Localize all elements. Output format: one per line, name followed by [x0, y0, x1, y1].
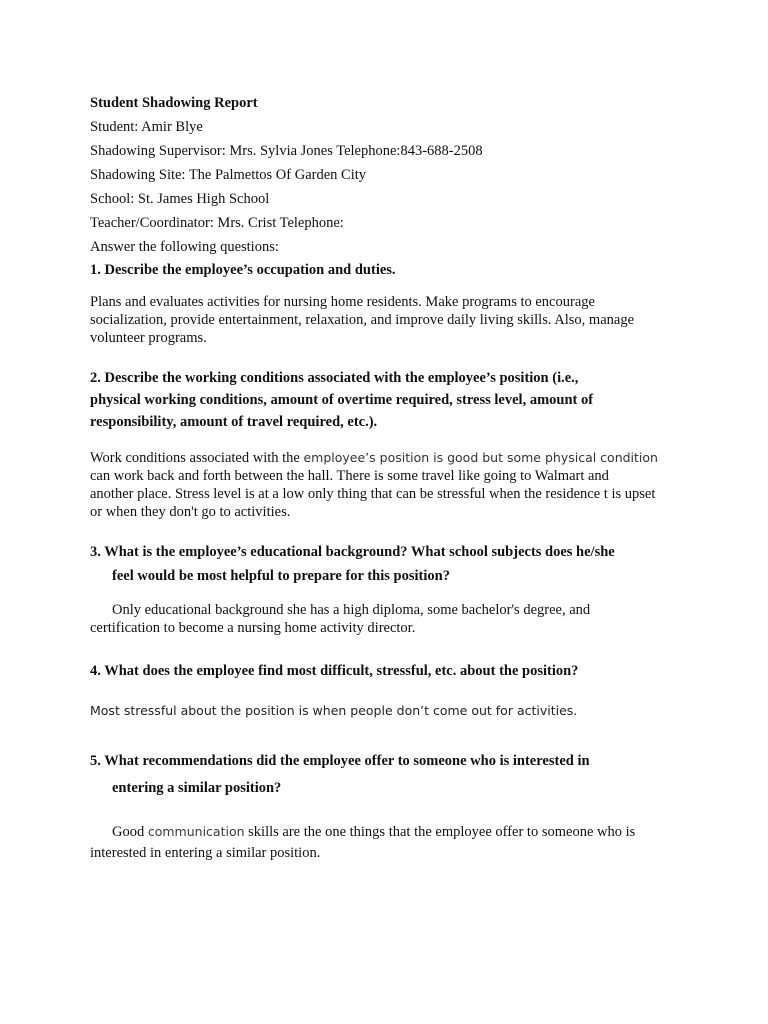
report-header — [90, 91, 690, 259]
question-4: 4. What does the employee find most difficult, stressful, etc. about the position? — [90, 663, 579, 679]
answer-5-line: interested in entering a similar position. — [90, 845, 321, 861]
question-1: 1. Describe the employee’s occupation and duties. — [90, 262, 396, 278]
question-5-line: 5. What recommendations did the employee offer to someone who is interested in — [90, 753, 590, 769]
question-5-line: entering a similar position? — [112, 780, 282, 796]
question-3 — [90, 541, 690, 587]
answer-5-text-c: skills are the one things that the employee offer to someone who is — [244, 824, 636, 840]
answer-5-keyword: communication — [147, 824, 245, 839]
answer-1 — [90, 293, 690, 347]
report-title: Student Shadowing Report — [90, 95, 258, 111]
answer-5-line — [90, 823, 690, 841]
question-3-line: 3. What is the employee’s educational background? What school subjects does he/she — [90, 544, 615, 560]
question-3-line: feel would be most helpful to prepare for this position? — [112, 568, 450, 584]
question-5 — [90, 750, 690, 799]
answer-1-line: Plans and evaluates activities for nursing home residents. Make programs to encourage — [90, 294, 595, 310]
answer-5-text-a: Good — [112, 824, 148, 840]
school-line: School: St. James High School — [90, 191, 270, 207]
question-2-line: 2. Describe the working conditions associated with the employee’s position (i.e., — [90, 370, 579, 386]
document-page — [90, 91, 690, 862]
supervisor-line: Shadowing Supervisor: Mrs. Sylvia Jones Telephone:843-688-2508 — [90, 143, 483, 159]
answer-2-line: can work back and forth between the hall. There is some travel like going to Walmart and — [90, 468, 609, 484]
answer-2-line: or when they don't go to activities. — [90, 504, 291, 520]
teacher-line: Teacher/Coordinator: Mrs. Crist Telephone: — [90, 215, 344, 231]
answer-2 — [90, 449, 690, 521]
answer-3-line: Only educational background she has a high diploma, some bachelor's degree, and — [112, 602, 591, 618]
question-2-line: responsibility, amount of travel required, etc.). — [90, 414, 378, 430]
question-2 — [90, 367, 690, 433]
answer-5 — [90, 823, 690, 862]
answer-2-text-a: Work conditions associated with the — [90, 450, 304, 466]
student-line: Student: Amir Blye — [90, 119, 203, 135]
answer-3 — [90, 601, 690, 637]
site-line: Shadowing Site: The Palmettos Of Garden City — [90, 167, 367, 183]
answer-1-line: socialization, provide entertainment, relaxation, and improve daily living skills. Also, manage — [90, 312, 635, 328]
instructions-line: Answer the following questions: — [90, 239, 279, 255]
question-2-line: physical working conditions, amount of overtime required, stress level, amount of — [90, 392, 594, 408]
answer-2-text-b: employee’s position is good but some physical condition — [303, 450, 658, 465]
answer-2-line — [90, 449, 690, 467]
answer-3-line: certification to become a nursing home activity director. — [90, 620, 416, 636]
answer-4: Most stressful about the position is when people don’t come out for activities. — [90, 703, 578, 718]
answer-1-line: volunteer programs. — [90, 330, 207, 346]
answer-2-line: another place. Stress level is at a low only thing that can be stressful when the residence t is upset — [90, 486, 656, 502]
